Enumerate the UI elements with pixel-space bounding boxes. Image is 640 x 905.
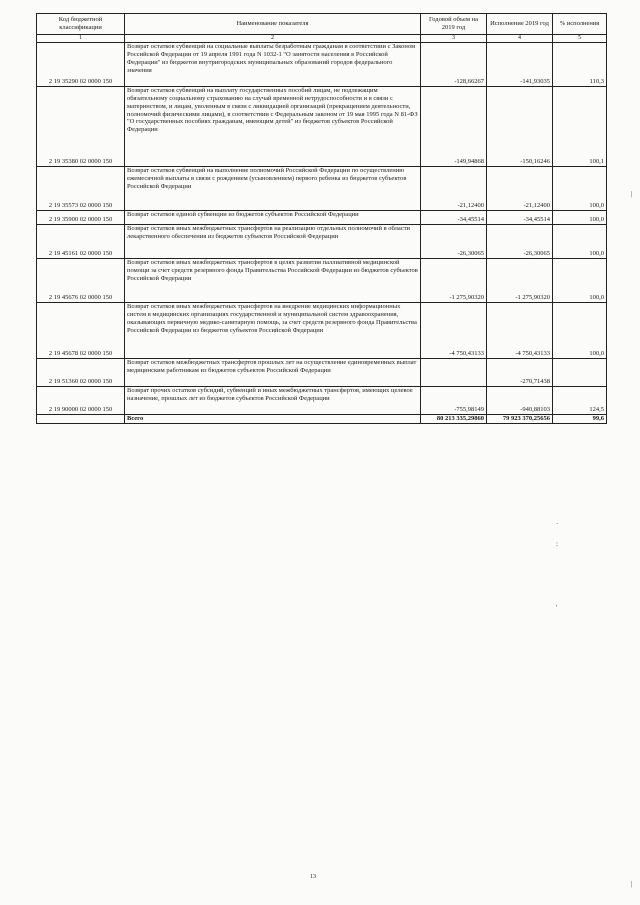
row-actual: -150,16246 xyxy=(487,87,553,167)
row-actual: -1 275,90320 xyxy=(487,259,553,303)
row-actual: -270,71438 xyxy=(487,359,553,387)
row-code: 2 19 35573 02 0000 150 xyxy=(37,167,125,211)
total-code xyxy=(37,415,125,424)
total-actual: 79 923 370,25656 xyxy=(487,415,553,424)
row-plan: -4 750,43133 xyxy=(421,303,487,359)
row-plan: -755,98149 xyxy=(421,387,487,415)
table-row xyxy=(37,167,607,211)
total-row xyxy=(37,415,607,424)
budget-execution-table xyxy=(36,13,607,424)
table-row xyxy=(37,225,607,259)
table-row xyxy=(37,359,607,387)
row-actual: -34,45514 xyxy=(487,211,553,225)
row-plan: -34,45514 xyxy=(421,211,487,225)
page-number: 13 xyxy=(310,874,316,880)
row-name: Возврат остатков субвенций на выполнение полномочий Российской Федерации по осуществлению ежемесячной выплаты в связи с рождением (усыновлением) первого ребенка из бюджетов субъектов Российской Федерации xyxy=(125,167,421,211)
row-code: 2 19 35900 02 0000 150 xyxy=(37,211,125,225)
row-plan xyxy=(421,359,487,387)
row-code: 2 19 35290 02 0000 150 xyxy=(37,43,125,87)
table-row xyxy=(37,259,607,303)
row-name: Возврат остатков субвенций на социальные выплаты безработным гражданам в соответствии с Законом Российской Федерации от 19 апреля 1991 года N 1032-1 "О занятости населения в Российской Федерации" из бюджетов внутригородских муниципальных образований городов федерального значения xyxy=(125,43,421,87)
row-percent: 100,1 xyxy=(553,87,607,167)
scan-artifact: : xyxy=(556,540,558,548)
row-name: Возврат остатков иных межбюджетных трансфертов на реализацию отдельных полномочий в области лекарственного обеспечения из бюджетов субъектов Российской Федерации xyxy=(125,225,421,259)
total-plan: 80 213 335,29860 xyxy=(421,415,487,424)
table-row xyxy=(37,211,607,225)
table-row xyxy=(37,303,607,359)
column-number: 5 xyxy=(553,35,607,43)
table-row xyxy=(37,43,607,87)
scan-artifact: | xyxy=(631,880,633,888)
header-plan: Годовой объем на 2019 год xyxy=(421,14,487,35)
row-plan: -128,66267 xyxy=(421,43,487,87)
row-percent: 100,0 xyxy=(553,303,607,359)
scan-artifact: | xyxy=(631,190,633,198)
total-percent: 99,6 xyxy=(553,415,607,424)
row-name: Возврат остатков субвенций на выплату государственных пособий лицам, не подлежащим обязательному социальному страхованию на случай временной нетрудоспособности и в связи с материнством, и лицам, уволенным в связи с ликвидацией организаций (прекращением деятельности, полномочий физическими лицами), в соответствии с Федеральным законом от 19 мая 1995 года N 81-ФЗ "О государственных пособиях гражданам, имеющим детей" из бюджетов субъектов Российской Федерации xyxy=(125,87,421,167)
row-actual: -21,12400 xyxy=(487,167,553,211)
row-percent: 100,0 xyxy=(553,225,607,259)
row-code: 2 19 51360 02 0000 150 xyxy=(37,359,125,387)
row-percent: 110,3 xyxy=(553,43,607,87)
row-code: 2 19 45676 02 0000 150 xyxy=(37,259,125,303)
row-plan: -21,12400 xyxy=(421,167,487,211)
row-name: Возврат остатков иных межбюджетных трансфертов в целях развития паллиативной медицинской помощи за счет средств резервного фонда Правительства Российской Федерации из бюджетов субъектов Российской Федерации xyxy=(125,259,421,303)
column-number: 3 xyxy=(421,35,487,43)
row-percent: 124,5 xyxy=(553,387,607,415)
row-percent: 100,0 xyxy=(553,259,607,303)
table-row xyxy=(37,387,607,415)
row-actual: -940,88103 xyxy=(487,387,553,415)
header-code: Код бюджетной классификации xyxy=(37,14,125,35)
total-label: Всего xyxy=(125,415,421,424)
row-plan: -1 275,90320 xyxy=(421,259,487,303)
row-actual: -4 750,43133 xyxy=(487,303,553,359)
row-name: Возврат остатков единой субвенции из бюджетов субъектов Российской Федерации xyxy=(125,211,421,225)
row-code: 2 19 45161 02 0000 150 xyxy=(37,225,125,259)
table-row xyxy=(37,87,607,167)
column-number: 4 xyxy=(487,35,553,43)
scan-artifact: · xyxy=(556,520,559,528)
row-name: Возврат прочих остатков субсидий, субвенций и иных межбюджетных трансфертов, имеющих целевое назначение, прошлых лет из бюджетов субъектов Российской Федерации xyxy=(125,387,421,415)
row-plan: -26,30065 xyxy=(421,225,487,259)
row-actual: -141,93035 xyxy=(487,43,553,87)
row-code: 2 19 35380 02 0000 150 xyxy=(37,87,125,167)
row-percent xyxy=(553,359,607,387)
column-number: 2 xyxy=(125,35,421,43)
column-number-row xyxy=(37,35,607,43)
row-actual: -26,30065 xyxy=(487,225,553,259)
row-percent: 100,0 xyxy=(553,167,607,211)
column-number: 1 xyxy=(37,35,125,43)
header-percent: % исполнения xyxy=(553,14,607,35)
row-percent: 100,0 xyxy=(553,211,607,225)
scan-artifact: ' xyxy=(556,604,558,612)
row-name: Возврат остатков межбюджетных трансфертов прошлых лет на осуществление единовременных выплат медицинским работникам из бюджетов субъектов Российской Федерации xyxy=(125,359,421,387)
header-row xyxy=(37,14,607,35)
row-plan: -149,94868 xyxy=(421,87,487,167)
header-name: Наименование показателя xyxy=(125,14,421,35)
row-code: 2 19 45678 02 0000 150 xyxy=(37,303,125,359)
row-code: 2 19 90000 02 0000 150 xyxy=(37,387,125,415)
row-name: Возврат остатков иных межбюджетных трансфертов на внедрение медицинских информационных систем в медицинских организациях государственной и муниципальной систем здравоохранения, оказывающих первичную медико-санитарную помощь, за счет средств резервного фонда Правительства Российской Федерации из бюджетов субъектов Российской Федерации xyxy=(125,303,421,359)
header-actual: Исполнение 2019 год xyxy=(487,14,553,35)
